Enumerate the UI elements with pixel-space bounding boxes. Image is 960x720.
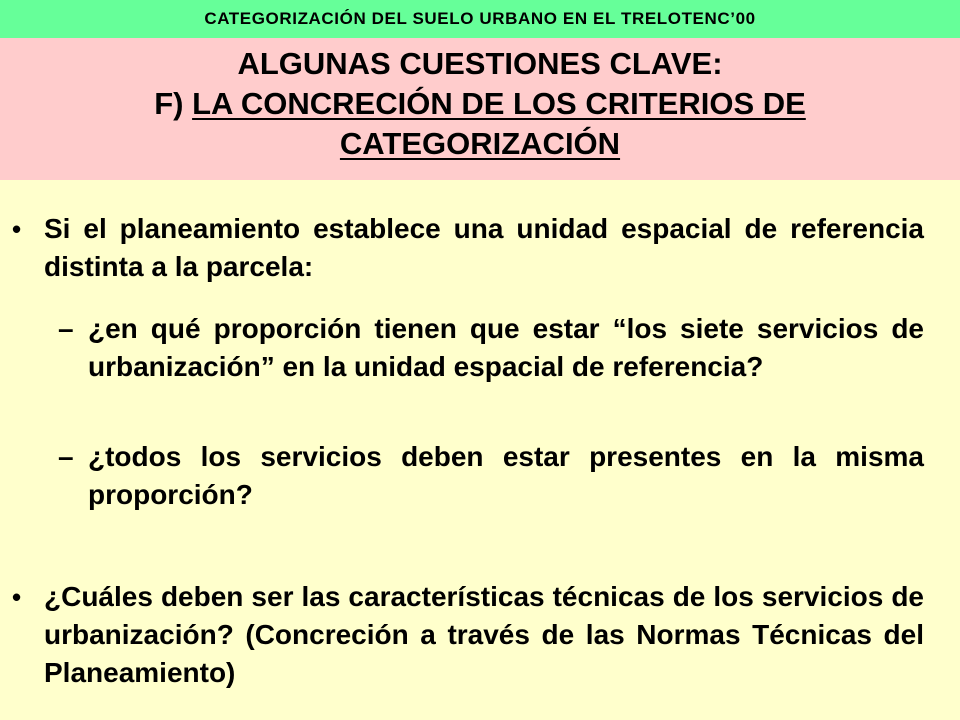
header-line-3 xyxy=(0,124,960,164)
header-underlined-b: CATEGORIZACIÓN xyxy=(339,126,621,161)
slide-content xyxy=(0,180,960,720)
slide-topbar xyxy=(0,0,960,38)
header-underlined-a: LA CONCRECIÓN DE LOS CRITERIOS DE xyxy=(192,86,806,121)
sub-text-1: ¿en qué proporción tienen que estar “los siete servicios de urbanización” en la unidad espacial de referencia? xyxy=(88,313,924,382)
bullet-item-2 xyxy=(12,578,924,692)
sub-text-2: ¿todos los servicios deben estar presentes en la misma proporción? xyxy=(88,441,924,510)
bullet-dot-icon: • xyxy=(12,582,22,612)
bullet-item-1 xyxy=(12,210,924,286)
slide-topbar-title: CATEGORIZACIÓN DEL SUELO URBANO EN EL TRELOTENC’00 xyxy=(204,9,756,28)
slide-header xyxy=(0,38,960,180)
bullet-text-2: ¿Cuáles deben ser las características técnicas de los servicios de urbanización? (Concreción a través de las Normas Técnicas del Planeamiento) xyxy=(44,581,924,688)
sub-item-1 xyxy=(58,310,924,386)
header-line-1: ALGUNAS CUESTIONES CLAVE: xyxy=(237,46,723,81)
header-prefix: F) xyxy=(154,86,193,121)
bullet-dot-icon: • xyxy=(12,214,22,244)
bullet-text-1: Si el planeamiento establece una unidad espacial de referencia distinta a la parcela: xyxy=(44,213,924,282)
dash-icon: – xyxy=(58,313,74,344)
dash-icon: – xyxy=(58,441,74,472)
header-line-2 xyxy=(0,84,960,124)
sub-item-2 xyxy=(58,438,924,514)
